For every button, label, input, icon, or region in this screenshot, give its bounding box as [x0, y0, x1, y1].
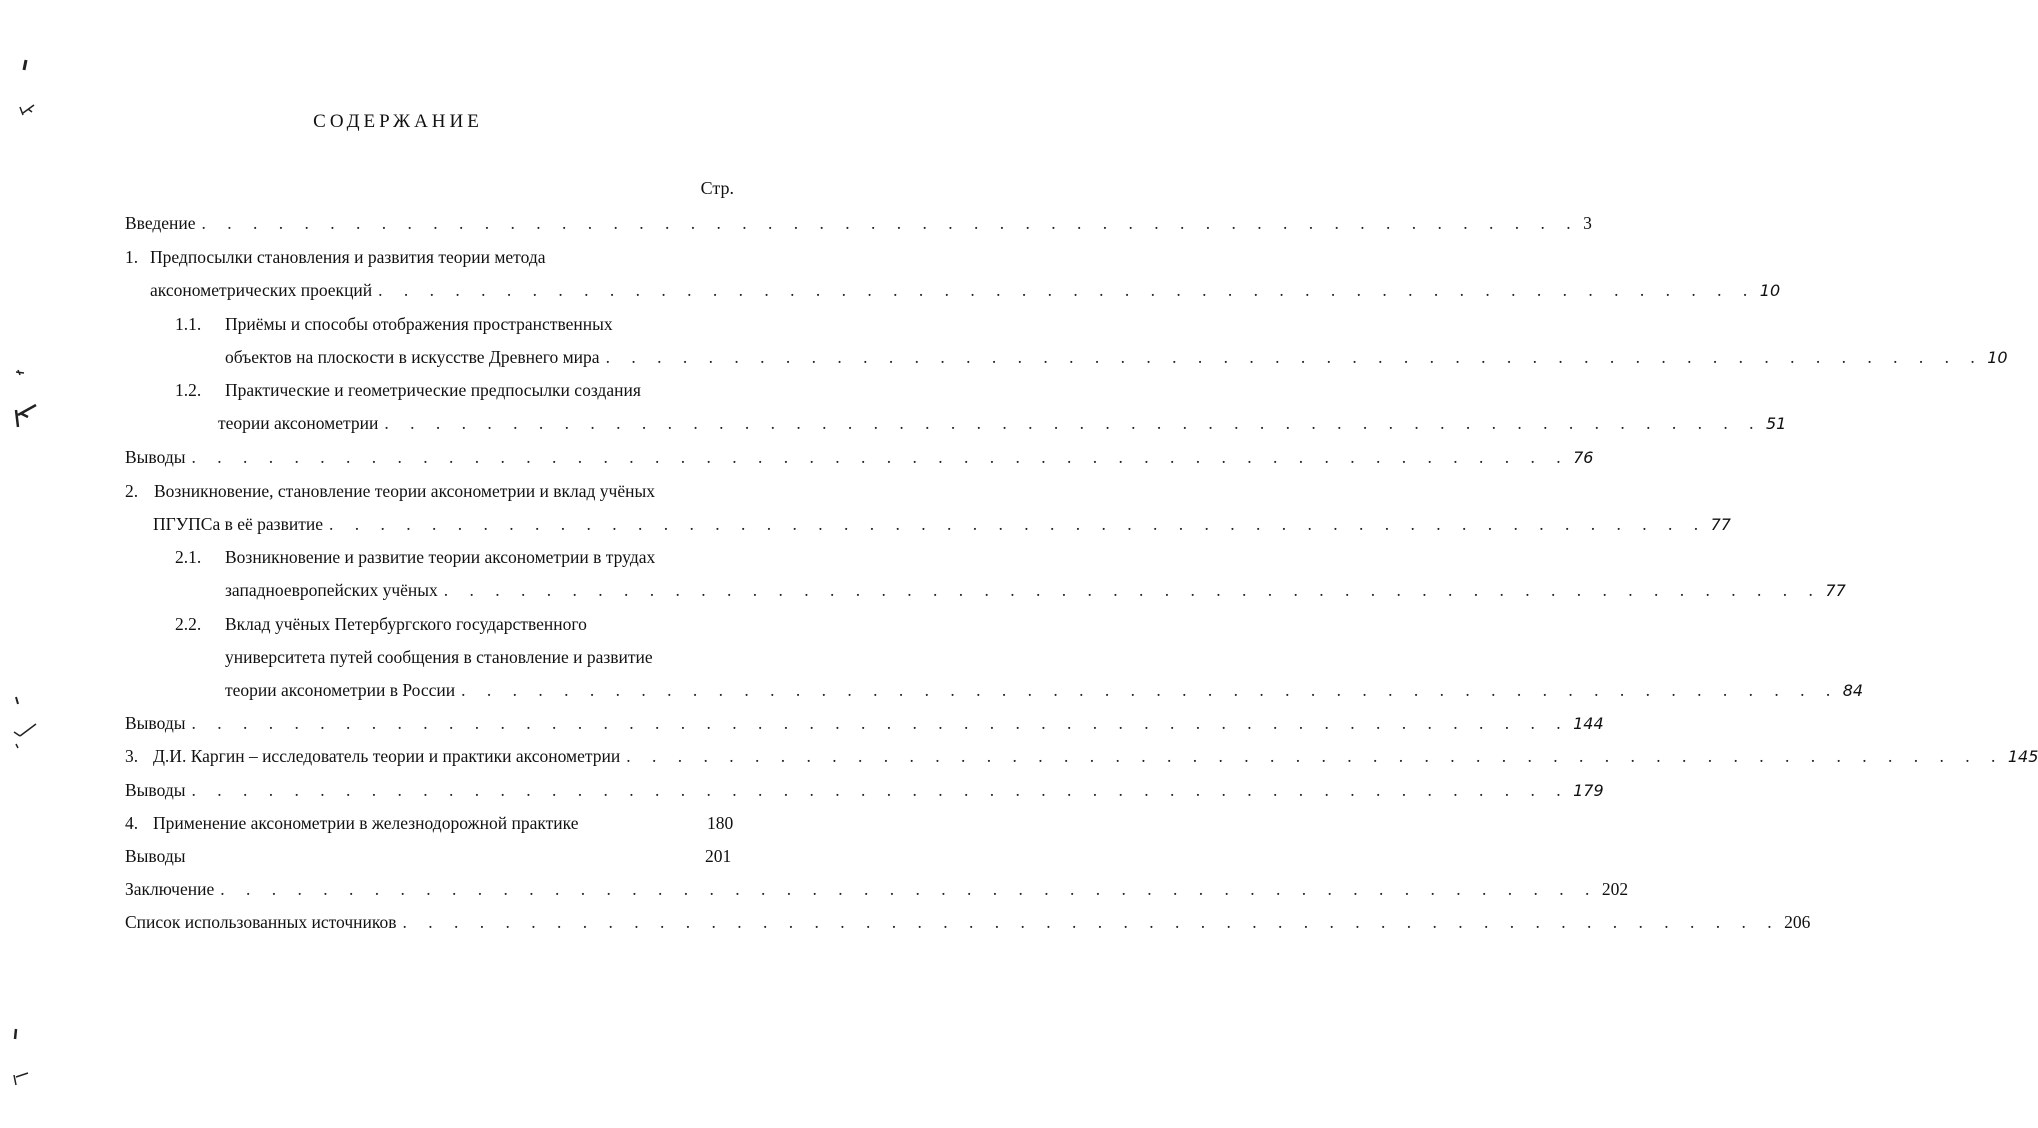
toc-entry-section-2-1-cont[interactable] [225, 578, 1846, 602]
toc-entry-conclusions-2[interactable] [125, 711, 1604, 735]
entry-title: Вклад учёных Петербургского государственного [225, 614, 587, 634]
page-column-header: Стр. [700, 178, 734, 198]
entry-title [125, 744, 620, 768]
entry-number: 1.1. [175, 314, 202, 334]
entry-number: 3. [125, 746, 139, 766]
entry-title: западноевропейских учёных [225, 580, 438, 600]
toc-entry-chapter-1-cont[interactable] [150, 278, 1781, 302]
entry-title: теории аксонометрии в России [225, 680, 456, 700]
entry-page: 10 [1987, 348, 2008, 367]
entry-page: 77 [1825, 581, 1846, 600]
toc-entry-chapter-4[interactable] [125, 811, 734, 835]
entry-title: Выводы [125, 780, 186, 800]
entry-title: Применение аксонометрии в железнодорожной практике [153, 813, 579, 833]
entry-number: 4. [125, 813, 139, 833]
toc-entry-conclusion[interactable] [125, 877, 1629, 901]
entry-page: 144 [1573, 714, 1604, 733]
entry-number: 1.2. [175, 380, 202, 400]
entry-number: 2. [125, 481, 139, 501]
entry-title: теории аксонометрии [218, 413, 379, 433]
dot-leader: . . . . . . . . . . . . . . . . . . . . . . . . . . . . . . . . . . . . . . . . . . . . . . . . . . . . . . [378, 280, 1756, 300]
entry-title: Введение [125, 213, 196, 233]
entry-title: объектов на плоскости в искусстве Древнего мира [225, 347, 600, 367]
entry-title: Возникновение, становление теории аксонометрии и вклад учёных [154, 481, 655, 501]
entry-page: 84 [1842, 681, 1864, 700]
toc-entry-conclusions-4[interactable] [125, 844, 735, 868]
toc-entry-conclusions-3[interactable] [125, 778, 1604, 802]
entry-page: 76 [1573, 448, 1594, 467]
entry-title: Список использованных источников [125, 912, 397, 932]
toc-entry-section-1-2[interactable] [175, 378, 641, 402]
dot-leader: . . . . . . . . . . . . . . . . . . . . . . . . . . . . . . . . . . . . . . . . . . . . . . . . . . . . . . [461, 680, 1839, 700]
entry-page: 180 [707, 813, 734, 833]
toc-entry-chapter-3[interactable] [125, 744, 2038, 768]
entry-title-text: Д.И. Каргин – исследователь теории и практики аксонометрии [153, 746, 621, 766]
dot-leader: . . . . . . . . . . . . . . . . . . . . . . . . . . . . . . . . . . . . . . . . . . . . . . . . . . . . . . [402, 912, 1781, 932]
toc-entry-section-1-2-cont[interactable] [218, 411, 1787, 435]
scan-margin-marks-top [10, 55, 40, 125]
entry-title: Заключение [125, 879, 215, 899]
toc-entry-sources[interactable] [125, 910, 1811, 934]
toc-entry-section-1-1-cont[interactable] [225, 345, 2008, 369]
dot-leader: . . . . . . . . . . . . . . . . . . . . . . . . . . . . . . . . . . . . . . . . . . . . . . . . . . . . . . [443, 580, 1822, 600]
toc-entry-chapter-2[interactable] [125, 479, 655, 503]
dot-leader: . . . . . . . . . . . . . . . . . . . . . . . . . . . . . . . . . . . . . . . . . . . . . . . . . . . . . . [220, 879, 1598, 899]
dot-leader: . . . . . . . . . . . . . . . . . . . . . . . . . . . . . . . . . . . . . . . . . . . . . . . . . . . . . . [605, 347, 1984, 367]
dot-leader: . . . . . . . . . . . . . . . . . . . . . . . . . . . . . . . . . . . . . . . . . . . . . . . . . . . . . . [191, 780, 1570, 800]
entry-number: 2.2. [175, 614, 202, 634]
entry-page: 77 [1710, 515, 1731, 534]
dot-leader: . . . . . . . . . . . . . . . . . . . . . . . . . . . . . . . . . . . . . . . . . . . . . . . . . . . . . . [201, 213, 1580, 233]
entry-page: 10 [1759, 281, 1781, 300]
entry-title: университета путей сообщения в становление и развитие [225, 647, 653, 667]
entry-number: 1. [125, 247, 139, 267]
dot-leader: . . . . . . . . . . . . . . . . . . . . . . . . . . . . . . . . . . . . . . . . . . . . . . . . . . . . . . [191, 447, 1570, 467]
entry-title: Приёмы и способы отображения пространственных [225, 314, 613, 334]
entry-page: 3 [1583, 213, 1592, 233]
toc-entry-chapter-2-cont[interactable] [153, 512, 1731, 536]
entry-title: ПГУПСа в её развитие [153, 514, 323, 534]
toc-entry-section-2-2[interactable] [175, 612, 587, 636]
entry-title: Выводы [125, 447, 186, 467]
entry-title: Возникновение и развитие теории аксонометрии в трудах [225, 547, 656, 567]
scan-margin-marks-mid [6, 365, 46, 435]
toc-entry-section-2-2-cont[interactable] [225, 645, 653, 669]
toc-entry-section-1-1[interactable] [175, 312, 613, 336]
entry-page: 202 [1601, 879, 1629, 899]
toc-entry-section-2-1[interactable] [175, 545, 655, 569]
entry-page: 145 [2007, 747, 2038, 766]
toc-entry-intro[interactable] [125, 211, 1592, 235]
dot-leader: . . . . . . . . . . . . . . . . . . . . . . . . . . . . . . . . . . . . . . . . . . . . . . . . . . . . . . [626, 746, 2004, 766]
entry-page: 206 [1784, 912, 1811, 932]
entry-title: Практические и геометрические предпосылки создания [225, 380, 641, 400]
entry-title: Выводы [125, 846, 186, 866]
entry-number: 2.1. [175, 547, 202, 567]
dot-leader: . . . . . . . . . . . . . . . . . . . . . . . . . . . . . . . . . . . . . . . . . . . . . . . . . . . . . . [191, 713, 1570, 733]
scan-margin-marks-lower [6, 692, 46, 762]
dot-leader: . . . . . . . . . . . . . . . . . . . . . . . . . . . . . . . . . . . . . . . . . . . . . . . . . . . . . . [384, 413, 1762, 433]
entry-title: аксонометрических проекций [150, 280, 373, 300]
toc-entry-section-2-2-cont-2[interactable] [225, 678, 1864, 702]
scan-margin-marks-bottom [6, 1025, 36, 1095]
entry-page: 51 [1765, 414, 1787, 433]
dot-leader: . . . . . . . . . . . . . . . . . . . . . . . . . . . . . . . . . . . . . . . . . . . . . . . . . . . . . . [328, 514, 1707, 534]
page-title: СОДЕРЖАНИЕ [313, 111, 483, 132]
entry-title: Выводы [125, 713, 186, 733]
toc-entry-chapter-1[interactable] [125, 245, 546, 269]
entry-title: Предпосылки становления и развития теории метода [150, 247, 546, 267]
toc-entry-conclusions-1[interactable] [125, 445, 1594, 469]
entry-page: 179 [1573, 781, 1604, 800]
entry-page: 201 [705, 846, 732, 866]
